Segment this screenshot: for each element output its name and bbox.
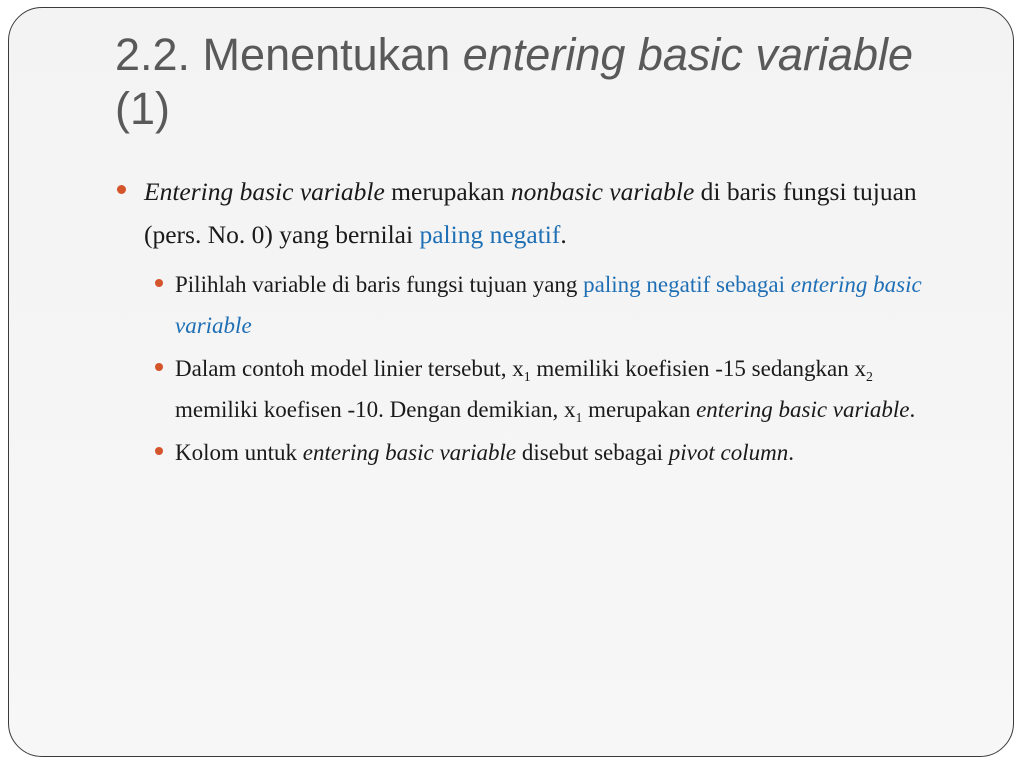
text-segment: memiliki koefisien -15 sedangkan x bbox=[530, 356, 866, 381]
slide-title bbox=[115, 28, 915, 136]
title-suffix: (1) bbox=[115, 83, 170, 134]
text-segment: di baris fungsi tujuan (pers. No. 0) yang bernilai bbox=[144, 177, 917, 249]
text-segment: Kolom untuk bbox=[175, 440, 303, 465]
subscript: 1 bbox=[523, 368, 531, 384]
text-segment: Pilihlah variable di baris fungsi tujuan yang bbox=[175, 272, 584, 297]
bullet-main bbox=[115, 170, 960, 256]
text-segment: merupakan bbox=[582, 397, 697, 422]
bullet-dot-icon bbox=[155, 363, 163, 371]
text-segment: nonbasic variable bbox=[510, 177, 695, 206]
slide-body bbox=[115, 170, 960, 475]
highlight-text: entering basic variable bbox=[175, 272, 922, 338]
title-prefix: 2.2. Menentukan bbox=[115, 29, 463, 80]
bullet-sub-2 bbox=[115, 348, 960, 430]
bullet-dot-icon bbox=[117, 185, 126, 194]
text-segment: merupakan bbox=[384, 177, 511, 206]
bullet-sub-1 bbox=[115, 264, 960, 346]
text-segment: . bbox=[909, 397, 916, 422]
subscript: 2 bbox=[866, 368, 873, 384]
highlight-text: paling negatif sebagai bbox=[583, 272, 791, 297]
text-segment: entering basic variable bbox=[302, 440, 517, 465]
bullet-sub-3 bbox=[115, 432, 960, 473]
text-segment: disebut sebagai bbox=[516, 440, 669, 465]
bullet-dot-icon bbox=[155, 279, 163, 287]
text-segment: . bbox=[560, 220, 567, 249]
text-segment: Dalam contoh model linier tersebut, x bbox=[175, 356, 524, 381]
title-italic: entering basic variable bbox=[462, 29, 914, 80]
highlight-text: paling negatif bbox=[419, 220, 561, 249]
text-segment: . bbox=[788, 440, 794, 465]
text-segment: Entering basic variable bbox=[144, 177, 385, 206]
bullet-dot-icon bbox=[155, 447, 163, 455]
text-segment: memiliki koefisen -10. Dengan demikian, x bbox=[175, 397, 576, 422]
subscript: 1 bbox=[575, 409, 583, 425]
text-segment: entering basic variable bbox=[696, 397, 910, 422]
text-segment: pivot column bbox=[668, 440, 789, 465]
